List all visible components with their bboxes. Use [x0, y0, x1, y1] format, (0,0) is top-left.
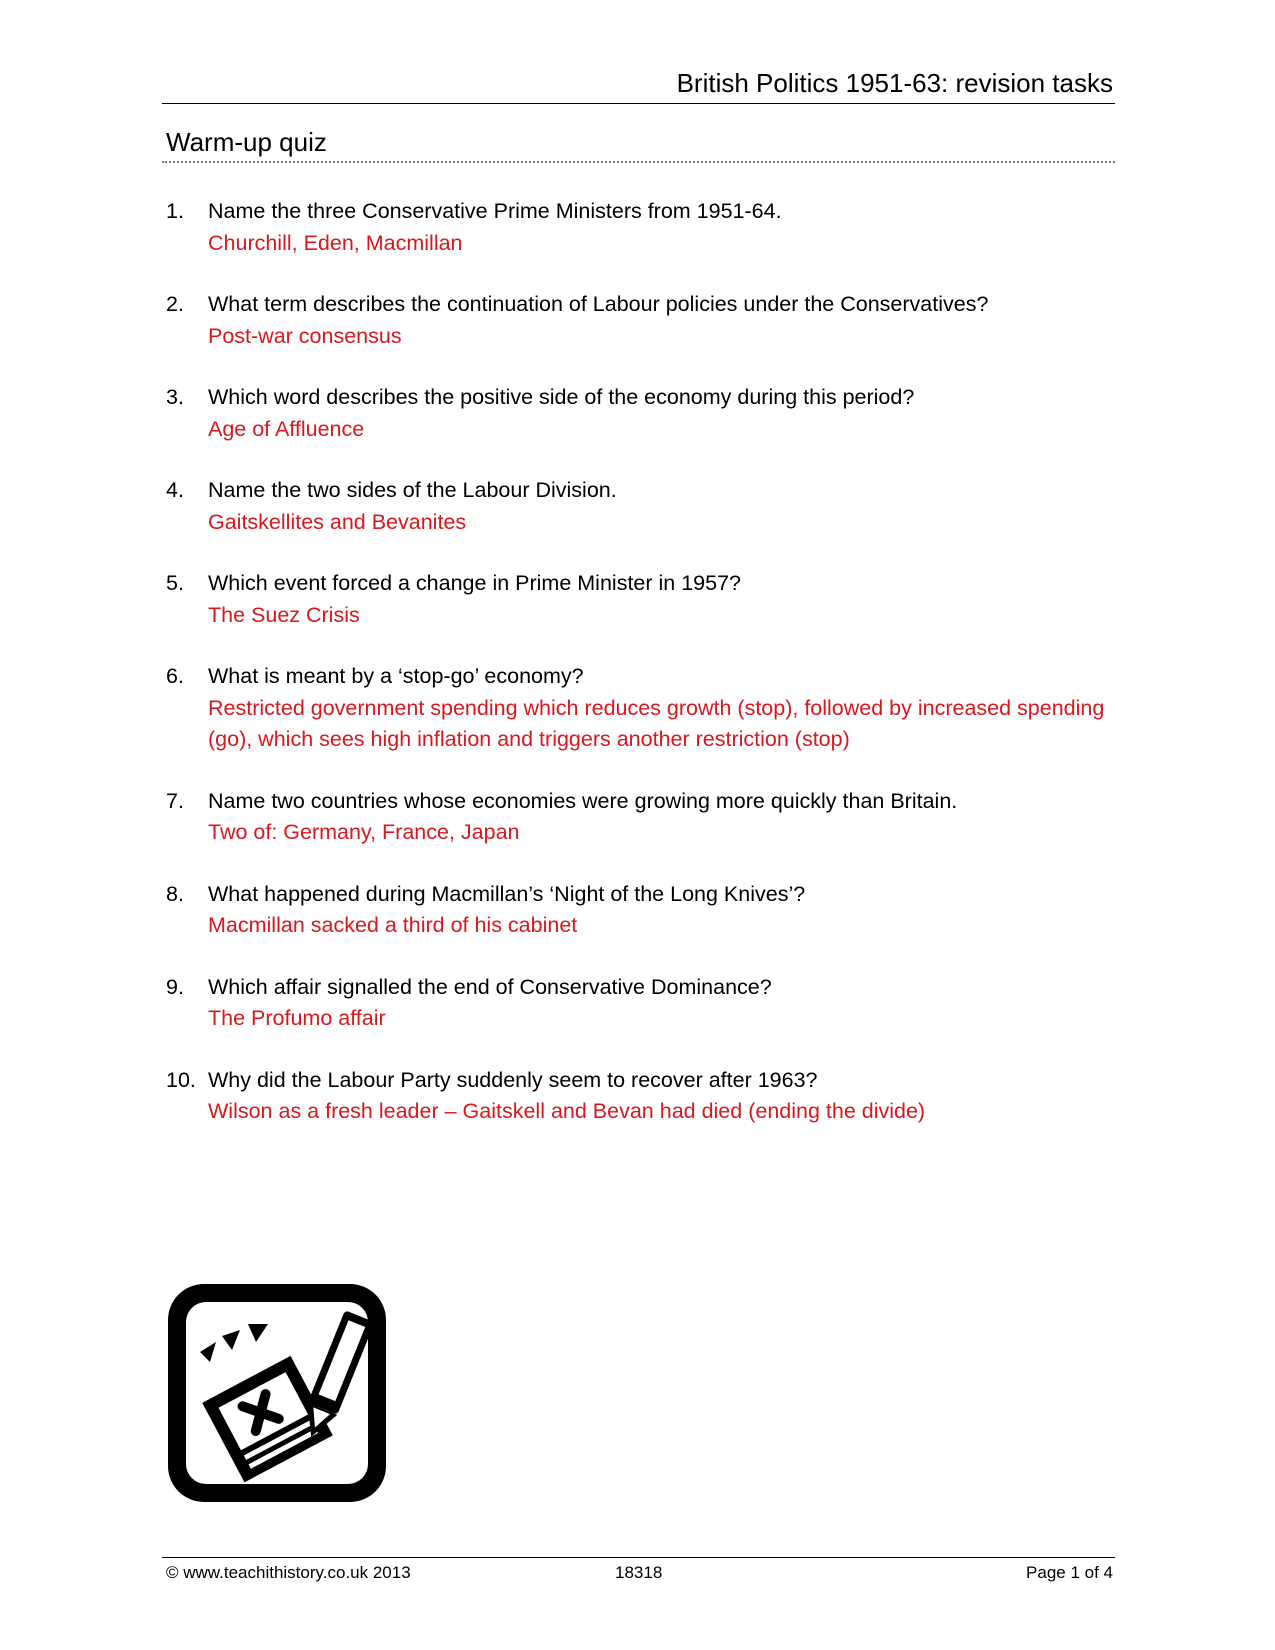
quiz-item	[162, 879, 1117, 942]
answer-text: Two of: Germany, France, Japan	[208, 820, 520, 844]
page-header	[162, 64, 1115, 104]
answer-text: Wilson as a fresh leader – Gaitskell and Bevan had died (ending the divide)	[208, 1099, 926, 1123]
question-number: 3.	[166, 385, 184, 409]
answer-text: The Profumo affair	[208, 1006, 386, 1030]
answer-text: Age of Affluence	[208, 416, 365, 441]
answer-text: Churchill, Eden, Macmillan	[208, 230, 463, 255]
question-text: Which affair signalled the end of Conservative Dominance?	[208, 974, 772, 999]
quiz-item	[162, 289, 1117, 352]
ballot-paper-icon	[164, 1280, 390, 1506]
question-text: Which word describes the positive side of the economy during this period?	[208, 385, 915, 409]
question-text: Why did the Labour Party suddenly seem to recover after 1963?	[208, 1067, 818, 1092]
quiz-item	[162, 1065, 1117, 1128]
quiz-item	[162, 196, 1117, 259]
answer-text: Post-war consensus	[208, 323, 402, 348]
question-text: Name the three Conservative Prime Ministers from 1951-64.	[208, 199, 782, 223]
question-number: 8.	[166, 881, 184, 906]
question-number: 1.	[166, 199, 184, 223]
question-text: What happened during Macmillan’s ‘Night of the Long Knives’?	[208, 881, 806, 906]
question-text: Name two countries whose economies were growing more quickly than Britain.	[208, 788, 958, 813]
quiz-list	[162, 196, 1117, 1158]
question-text: What is meant by a ‘stop-go’ economy?	[208, 664, 584, 688]
footer-copyright: © www.teachithistory.co.uk 2013	[166, 1563, 411, 1582]
footer-resource-code: 18318	[615, 1563, 663, 1582]
document-title: British Politics 1951-63: revision tasks	[676, 68, 1113, 98]
answer-text: Restricted government spending which reduces growth (stop), followed by increased spending (go), which sees high inflation and triggers another restriction (stop)	[208, 695, 1105, 751]
quiz-item	[162, 568, 1117, 631]
question-number: 10.	[166, 1067, 196, 1092]
question-number: 6.	[166, 664, 184, 688]
section-divider	[162, 161, 1115, 163]
footer-page-number: Page 1 of 4	[1026, 1563, 1113, 1582]
quiz-item	[162, 972, 1117, 1035]
question-text: Which event forced a change in Prime Minister in 1957?	[208, 571, 741, 595]
answer-text: Gaitskellites and Bevanites	[208, 509, 467, 534]
quiz-item	[162, 475, 1117, 538]
question-text: Name the two sides of the Labour Division.	[208, 478, 617, 502]
section-title: Warm-up quiz	[166, 127, 327, 157]
question-number: 5.	[166, 571, 184, 595]
answer-text: The Suez Crisis	[208, 602, 360, 627]
question-text: What term describes the continuation of Labour policies under the Conservatives?	[208, 292, 989, 316]
question-number: 9.	[166, 974, 184, 999]
quiz-item	[162, 661, 1117, 756]
page-footer	[162, 1557, 1115, 1588]
quiz-item	[162, 786, 1117, 849]
question-number: 7.	[166, 788, 184, 813]
question-number: 4.	[166, 478, 184, 502]
answer-text: Macmillan sacked a third of his cabinet	[208, 913, 578, 937]
question-number: 2.	[166, 292, 184, 316]
quiz-item	[162, 382, 1117, 445]
